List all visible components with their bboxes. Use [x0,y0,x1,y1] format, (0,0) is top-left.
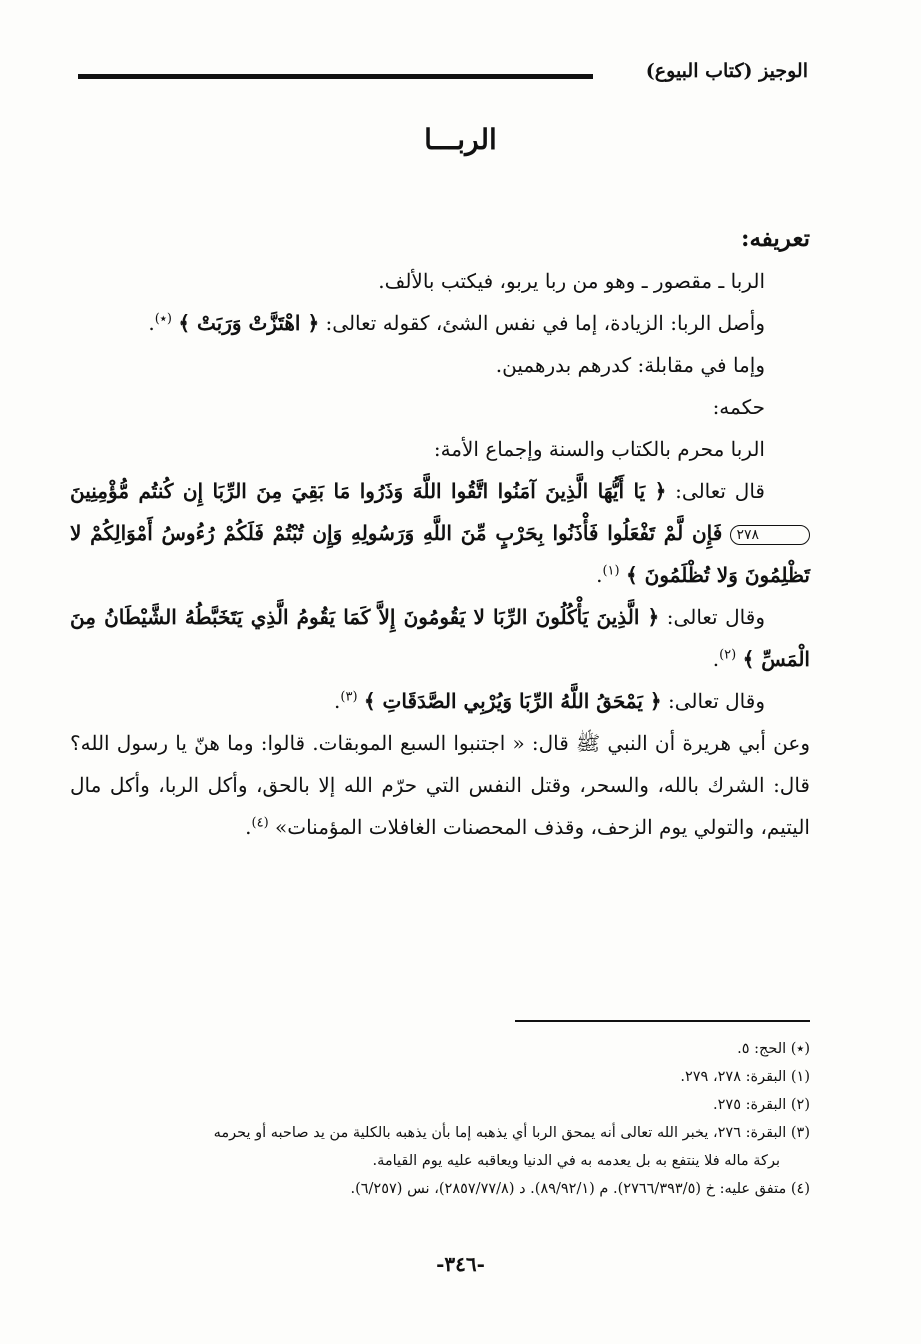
hadith-text: وعن أبي هريرة أن النبي ﷺ قال: « اجتنبوا السبع الموبقات. قالوا: وما هنّ يا رسول الله؟ قال: الشرك بالله، والسحر، وقتل النفس التي حرّم الله إلا بالحق، وأكل الربا، وأكل مال اليتيم، والتولي يوم الزحف، وقذف المحصنات الغافلات المؤمنات» [70,731,810,839]
quran-verse-ihtazzat: ﴿ اهْتَزَّتْ وَرَبَتْ ﴾ [178,311,320,335]
quran-quote-1: قال تعالى: ﴿ يَا أَيُّهَا الَّذِينَ آمَنُوا اتَّقُوا اللَّهَ وَذَرُوا مَا بَقِيَ مِنَ الرِّبَا إِن كُنتُم مُّؤْمِنِينَ ٢٧٨ فَإِن لَّمْ تَفْعَلُوا فَأْذَنُوا بِحَرْبٍ مِّنَ اللَّهِ وَرَسُولِهِ وَإِن تُبْتُمْ فَلَكُمْ رُءُوسُ أَمْوَالِكُمْ لا تَظْلِمُونَ وَلا تُظْلَمُونَ ﴾ $^{(١)}$. [70,479,810,587]
header-rule [78,74,593,79]
quran-verse-278: ﴿ يَا أَيُّهَا الَّذِينَ آمَنُوا اتَّقُوا اللَّهَ وَذَرُوا مَا بَقِيَ مِنَ الرِّبَا إِن كُنتُم مُّؤْمِنِينَ [70,479,667,503]
footnotes [78,1035,810,1203]
ruling-heading: حكمه: [712,395,765,419]
definition-heading: تعريفه: [740,225,810,252]
footnote-ref-1: (١) [602,563,620,579]
definition-line-1: الربا ـ مقصور ـ وهو من ربا يربو، فيكتب بالألف. [378,269,765,293]
quran-verse-275: ﴿ الَّذِينَ يَأْكُلُونَ الرِّبَا لا يَقُومُونَ إِلاَّ كَمَا يَقُومُ الَّذِي يَتَخَبَّطُهُ الشَّيْطَانُ مِنَ الْمَسِّ ﴾ [70,605,810,671]
ruling-line-1: الربا محرم بالكتاب والسنة وإجماع الأمة: [433,437,765,461]
footnote-1: (١) البقرة: ٢٧٨، ٢٧٩. [680,1069,810,1085]
footnote-3-continued: بركة ماله فلا ينتفع به بل يعدمه به في الدنيا ويعاقبه عليه يوم القيامة. [372,1153,780,1169]
hadith-paragraph: وعن أبي هريرة أن النبي ﷺ قال: « اجتنبوا السبع الموبقات. قالوا: وما هنّ يا رسول الله؟ قال: الشرك بالله، والسحر، وقتل النفس التي حرّم الله إلا بالحق، وأكل الربا، وأكل مال اليتيم، والتولي يوم الزحف، وقذف المحصنات الغافلات المؤمنات» $^{(٤)}$. [70,731,810,839]
chapter-title: الربـــا [424,123,497,156]
quote-3-prefix: وقال تعالى: [661,689,765,713]
running-header [78,58,808,94]
footnote-4: (٤) متفق عليه: خ (٢٧٦٦/٣٩٣/٥). م (٨٩/٩٢/١). د (٢٨٥٧/٧٧/٨)، نس (٦/٢٥٧). [350,1181,810,1197]
footnote-ref-4: (٤) [251,815,269,831]
footnote-ref-3: (٣) [340,689,358,705]
quote-1-prefix: قال تعالى: [666,479,765,503]
quran-verse-276: ﴿ يَمْحَقُ اللَّهُ الرِّبَا وَيُرْبِي الصَّدَقَاتِ ﴾ [363,689,662,713]
quran-quote-2: وقال تعالى: ﴿ الَّذِينَ يَأْكُلُونَ الرِّبَا لا يَقُومُونَ إِلاَّ كَمَا يَقُومُ الَّذِي يَتَخَبَّطُهُ الشَّيْطَانُ مِنَ الْمَسِّ ﴾ $^{(٢)}$. [70,605,810,671]
definition-line-2-text: وأصل الربا: الزيادة، إما في نفس الشئ، كقوله تعالى: [319,311,765,335]
definition-line-3: وإما في مقابلة: كدرهم بدرهمين. [495,353,765,377]
footnote-ref-2: (٢) [719,647,737,663]
book-title: الوجيز (كتاب البيوع) [645,60,808,82]
page-number: -٣٤٦- [436,1252,485,1276]
main-text [70,218,810,848]
footnote-2: (٢) البقرة: ٢٧٥. [713,1097,810,1113]
quran-quote-3: وقال تعالى: ﴿ يَمْحَقُ اللَّهُ الرِّبَا وَيُرْبِي الصَّدَقَاتِ ﴾ $^{(٣)}$. [334,689,765,713]
quote-2-prefix: وقال تعالى: [659,605,765,629]
footnote-star: (٭) الحج: ٥. [737,1041,810,1057]
footnote-3: (٣) البقرة: ٢٧٦، يخبر الله تعالى أنه يمحق الربا أي يذهبه إما بأن يذهبه بالكلية من يد صاحبه أو يحرمه [213,1125,810,1141]
footnote-separator [515,1020,810,1022]
footnote-ref-star: (٭) [154,311,172,327]
definition-line-2: وأصل الربا: الزيادة، إما في نفس الشئ، كقوله تعالى: ﴿ اهْتَزَّتْ وَرَبَتْ ﴾ (٭). [148,311,765,335]
quran-verse-279: فَإِن لَّمْ تَفْعَلُوا فَأْذَنُوا بِحَرْبٍ مِّنَ اللَّهِ وَرَسُولِهِ وَإِن تُبْتُمْ فَلَكُمْ رُءُوسُ أَمْوَالِكُمْ لا تَظْلِمُونَ وَلا تُظْلَمُونَ ﴾ [70,521,810,587]
ayah-number-badge: ٢٧٨ [730,525,810,545]
